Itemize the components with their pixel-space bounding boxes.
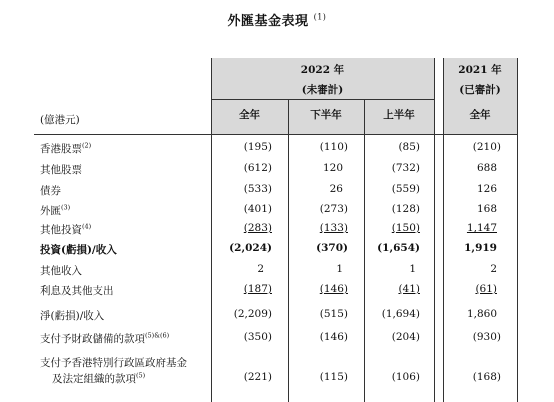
cell: 2 — [490, 263, 497, 275]
title-footnote: (1) — [313, 12, 327, 22]
cell: (930) — [472, 331, 501, 343]
cell: (133) — [319, 222, 348, 234]
cell: (273) — [319, 203, 348, 215]
cell: (370) — [316, 242, 348, 254]
cell: (61) — [475, 283, 497, 295]
row-label-investment-income: 投資(虧損)/收入 — [40, 244, 117, 256]
cell: 26 — [329, 183, 343, 195]
row-label-other-income: 其他收入 — [40, 265, 82, 277]
cell: (115) — [319, 371, 348, 383]
col-header-2021-full-year: 全年 — [469, 109, 491, 121]
cell: (168) — [472, 371, 501, 383]
cell: (128) — [391, 203, 420, 215]
cell: (110) — [319, 141, 348, 153]
cell: (612) — [243, 162, 272, 174]
cell: (1,654) — [377, 242, 420, 254]
cell: (401) — [243, 203, 272, 215]
cell: (195) — [243, 141, 272, 153]
cell: 168 — [476, 203, 497, 215]
row-label-fiscal-reserves-payment: 支付予財政儲備的款項$^{(5)\&(6)}$ — [40, 331, 170, 345]
row-label-other-equities: 其他股票 — [40, 164, 82, 176]
row-label-hk-equities: 香港股票$^{(2)}$ — [40, 141, 92, 155]
cell: (221) — [243, 371, 272, 383]
col-header-full-year: 全年 — [239, 109, 260, 121]
cell: (187) — [243, 283, 272, 295]
cell: (150) — [391, 222, 420, 234]
col-border-4 — [434, 58, 435, 402]
cell: 1 — [336, 263, 343, 275]
row-label-bonds: 債券 — [40, 185, 61, 197]
row-label-interest-expenses: 利息及其他支出 — [40, 285, 114, 297]
header-bottom-rule — [34, 134, 517, 135]
cell: (106) — [391, 371, 420, 383]
cell: 126 — [476, 183, 497, 195]
year-2022-note: (未審計) — [301, 84, 344, 96]
row-label-net-income: 淨(虧損)/收入 — [40, 310, 105, 322]
row-label-other-investments: 其他投資$^{(4)}$ — [40, 222, 92, 236]
row-label-hksar-funds-payment-line2: 及法定組織的款項$^{(5)}$ — [52, 371, 146, 385]
cell: (146) — [319, 283, 348, 295]
year-2021-note: (已審計) — [459, 84, 501, 96]
cell: (515) — [319, 308, 348, 320]
cell: (350) — [243, 331, 272, 343]
cell: (146) — [319, 331, 348, 343]
cell: (2,209) — [233, 308, 272, 320]
cell: (2,024) — [229, 242, 272, 254]
cell: (85) — [398, 141, 420, 153]
year-2022-heading: 2022 年 — [300, 64, 345, 76]
year-2021-heading: 2021 年 — [458, 64, 502, 76]
cell: 1 — [409, 263, 416, 275]
header-divider-2022 — [211, 99, 434, 100]
cell: 2 — [257, 263, 264, 275]
cell: (41) — [398, 283, 420, 295]
cell: (732) — [391, 162, 420, 174]
col-header-first-half: 上半年 — [383, 109, 415, 121]
row-label-foreign-exchange: 外匯$^{(3)}$ — [40, 203, 71, 217]
cell: 1,919 — [464, 242, 497, 254]
cell: (283) — [243, 222, 272, 234]
page-title: 外匯基金表現 $^{(1)}$ — [227, 12, 327, 29]
row-label-hksar-funds-payment: 支付予香港特別行政區政府基金 — [40, 357, 187, 369]
col-header-second-half: 下半年 — [310, 109, 342, 121]
cell: 688 — [476, 162, 497, 174]
cell: (1,694) — [381, 308, 420, 320]
cell: (533) — [243, 183, 272, 195]
cell: 1,860 — [466, 308, 497, 320]
cell: (559) — [391, 183, 420, 195]
unit-label: (億港元) — [40, 114, 80, 126]
cell: (204) — [391, 331, 420, 343]
cell: 120 — [322, 162, 343, 174]
cell: 1,147 — [466, 222, 497, 234]
cell: (210) — [472, 141, 501, 153]
col-border-right — [517, 58, 518, 402]
